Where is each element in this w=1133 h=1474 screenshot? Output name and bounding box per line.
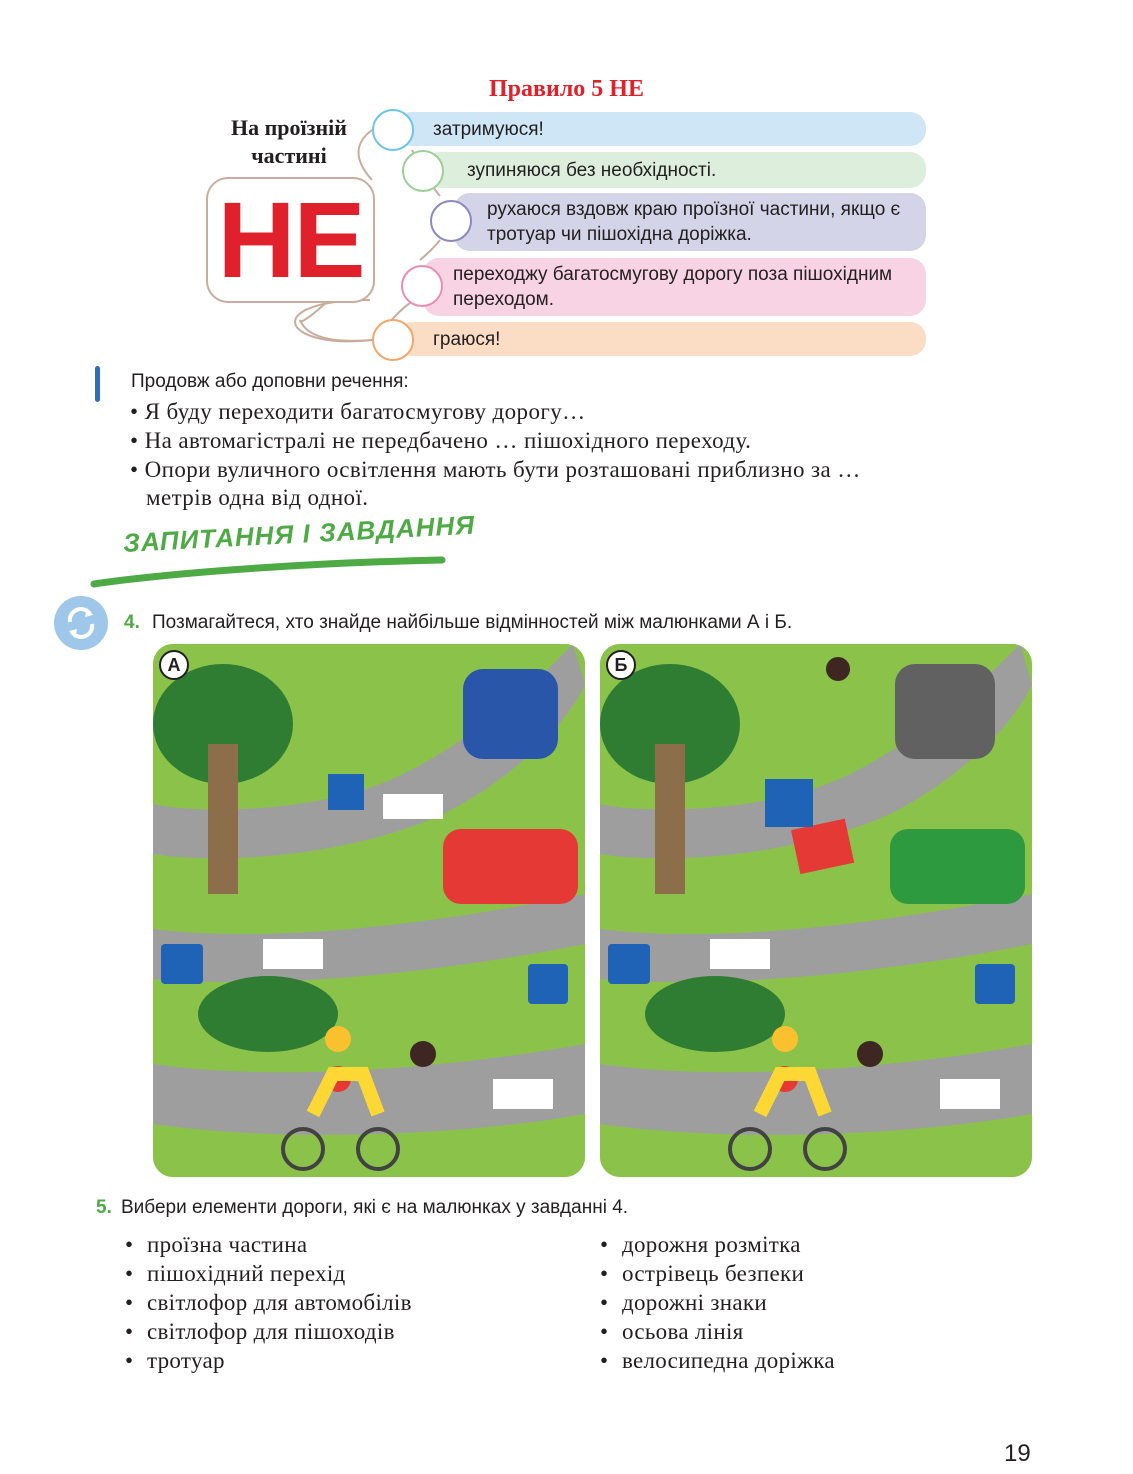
option-label: острівець безпеки [622, 1261, 805, 1286]
page-number: 19 [1004, 1440, 1031, 1467]
panel-label-b: Б [606, 650, 636, 680]
option-bullet: • [125, 1261, 134, 1286]
street-scene-a [153, 644, 585, 1177]
rule-item-text: переходжу багатосмугову дорогу поза пішохідним переходом. [453, 264, 893, 310]
rule-node-2 [402, 150, 444, 192]
option-label: дорожні знаки [622, 1290, 767, 1315]
rule-item-4 [423, 258, 926, 316]
rule-node-4 [401, 265, 443, 307]
option-label: велосипедна доріжка [622, 1348, 835, 1373]
option-bullet: • [600, 1232, 609, 1257]
street-scene-b [600, 644, 1032, 1177]
rule-prefix: На проїзній частині [231, 115, 347, 168]
ne-box [206, 177, 375, 303]
option-bullet: • [125, 1348, 134, 1373]
panel-label-a: А [159, 650, 189, 680]
task4-number: 4. [124, 612, 140, 633]
option-bullet: • [125, 1319, 134, 1344]
option-bullet: • [125, 1232, 134, 1257]
rule-node-5 [372, 319, 414, 361]
task4-text: Позмагайтеся, хто знайде найбільше відмінностей між малюнками А і Б. [152, 612, 793, 633]
rule-item-2 [424, 152, 926, 188]
rule-item-1 [396, 112, 926, 146]
option-left-4 [125, 1317, 395, 1346]
exercise-marker [95, 366, 100, 402]
option-left-1 [125, 1230, 307, 1259]
option-right-1 [600, 1230, 801, 1259]
option-label: осьова лінія [622, 1319, 744, 1344]
exercise-sentence: • Я буду переходити багатосмугову дорогу… [130, 399, 586, 424]
option-bullet: • [600, 1348, 609, 1373]
option-right-4 [600, 1317, 744, 1346]
option-label: проїзна частина [147, 1232, 308, 1257]
rule-item-3 [454, 193, 926, 251]
illustration-b [600, 644, 1032, 1177]
option-bullet: • [600, 1290, 609, 1315]
rule-item-5 [396, 322, 926, 356]
option-label: світлофор для пішоходів [147, 1319, 395, 1344]
exercise-sentence: • Опори вуличного освітлення мають бути розташовані приблизно за … [130, 457, 861, 482]
option-label: тротуар [147, 1348, 225, 1373]
rule-title: Правило 5 НЕ [489, 76, 644, 102]
rule-node-3 [430, 200, 472, 242]
ne-text: НЕ [217, 179, 364, 300]
section-heading: ЗАПИТАННЯ І ЗАВДАННЯ [122, 509, 476, 559]
illustration-a [153, 644, 585, 1177]
rule-item-text: зупиняюся без необхідності. [467, 159, 717, 181]
option-bullet: • [600, 1319, 609, 1344]
option-left-2 [125, 1259, 346, 1288]
option-left-3 [125, 1288, 412, 1317]
option-label: дорожня розмітка [622, 1232, 801, 1257]
exercise-instruction: Продовж або доповни речення: [131, 371, 409, 392]
exercise-sentence: • На автомагістралі не передбачено … пішохідного переходу. [130, 428, 752, 453]
option-right-5 [600, 1346, 835, 1375]
option-label: пішохідний перехід [147, 1261, 346, 1286]
option-bullet: • [600, 1261, 609, 1286]
option-bullet: • [125, 1290, 134, 1315]
option-right-3 [600, 1288, 767, 1317]
heading-underline [90, 548, 450, 588]
exercise-sentence: метрів одна від одної. [146, 485, 369, 510]
rule-item-text: граюся! [433, 328, 501, 350]
rule-node-1 [372, 109, 414, 151]
option-label: світлофор для автомобілів [147, 1290, 412, 1315]
refresh-icon [54, 596, 108, 650]
task5-number: 5. [96, 1197, 112, 1218]
rule-item-text: рухаюся вздовж краю проїзної частини, якщо є тротуар чи пішохідна доріжка. [487, 199, 901, 245]
rule-item-text: затримуюся! [433, 118, 544, 140]
option-left-5 [125, 1346, 225, 1375]
option-right-2 [600, 1259, 804, 1288]
task5-text: Вибери елементи дороги, які є на малюнках у завданні 4. [121, 1197, 629, 1218]
